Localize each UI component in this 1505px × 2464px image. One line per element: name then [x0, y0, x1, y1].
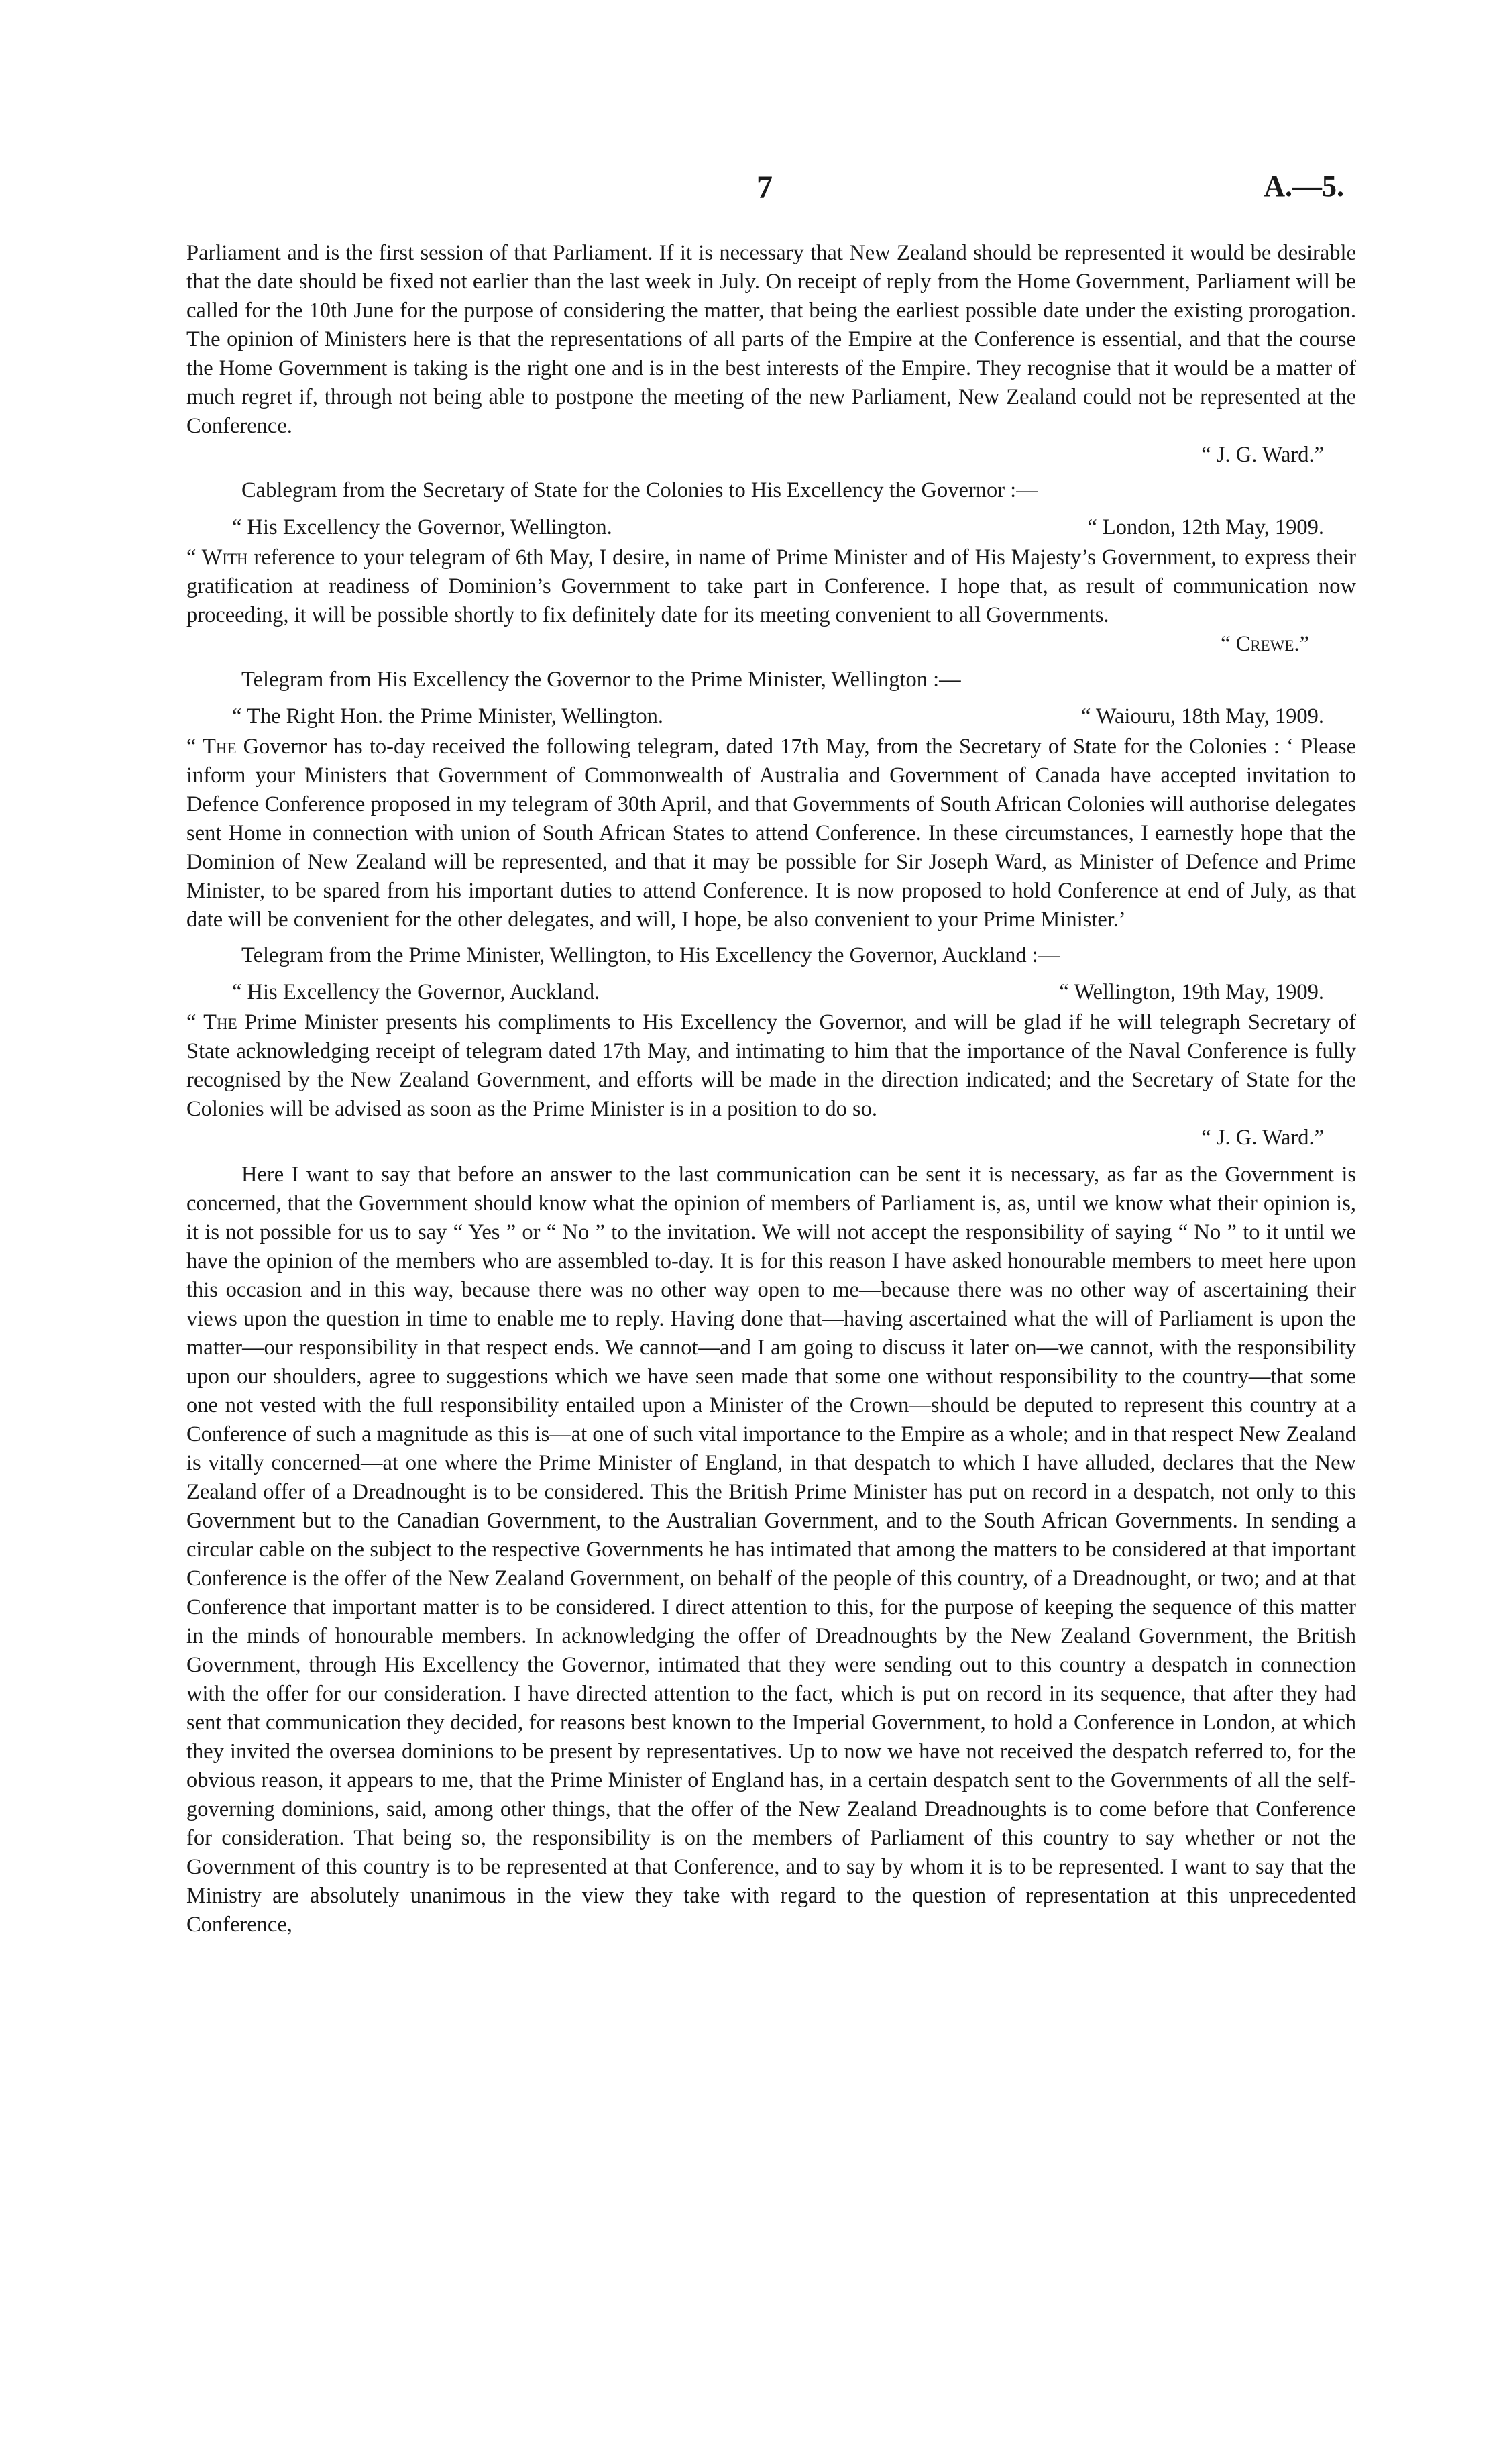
- heading-cablegram-secretary: Cablegram from the Secretary of State for the Colonies to His Excellency the Governor :—: [241, 478, 1038, 502]
- lead-word: “ The: [186, 1010, 237, 1034]
- signature-ward-1: “ J. G. Ward.”: [1201, 443, 1324, 467]
- heading-telegram-prime-minister: Telegram from the Prime Minister, Wellington, to His Excellency the Governor, Auckland :—: [241, 943, 1060, 967]
- lead-word: “ The: [186, 735, 237, 759]
- paragraph-text: Governor has to-day received the following telegram, dated 17th May, from the Secretary of State for the Colonies : ‘ Please inform your Ministers that Government of Commonwealth of Australia and Government of Canada have accepted invitation to Defence Conference proposed in my telegram of 30th April, and that Governments of South African Colonies will authorise delegates sent Home in connection with union of South African States to attend Conference. In these circumstances, I earnestly hope that the Dominion of New Zealand will be represented, and that it may be possible for Sir Joseph Ward, as Minister of Defence and Prime Minister, to be spared from his important duties to attend Conference. It is now proposed to hold Conference at end of July, as that date will be convenient for the other delegates, and will, I hope, be also convenient to your Prime Minister.’: [186, 735, 1357, 932]
- paragraph-2: [186, 543, 1356, 630]
- place-date: “ London, 12th May, 1909.: [1087, 515, 1324, 539]
- addressee: “ His Excellency the Governor, Wellington.: [232, 515, 612, 539]
- paragraph-3: [186, 733, 1356, 934]
- heading-telegram-governor: Telegram from His Excellency the Governor to the Prime Minister, Wellington :—: [241, 667, 961, 692]
- place-date: “ Waiouru, 18th May, 1909.: [1080, 704, 1324, 729]
- paragraph-5: Here I want to say that before an answer to the last communication can be sent it is necessary, as far as the Government is concerned, that the Government should know what the opinion of members of Parliament is, as, until we know what their opinion is, it is not possible for us to say “ Yes ” or “ No ” to the invitation. We will not accept the responsibility of saying “ No ” to it until we have the opinion of the members who are assembled to-day. It is for this reason I have asked honourable members to meet here upon this occasion and in this way, because there was no other way open to me—because there was no other way of ascertaining their views upon the question in time to enable me to reply. Having done that—having ascertained what the will of Parliament is upon the matter—our responsibility in that respect ends. We cannot—and I am going to discuss it later on—we cannot, with the responsibility upon our shoulders, agree to suggestions which we have seen made that some one without responsibility to the country—that some one not vested with the full responsibility entailed upon a Minister of the Crown—should be deputed to represent this country at a Conference of such a magnitude as this is—at one of such vital importance to the Empire as a whole; and in that respect New Zealand is vitally concerned—at one where the Prime Minister of England, in that despatch to which I have alluded, declares that the New Zealand offer of a Dreadnought is to be considered. This the British Prime Minister has put on record in a despatch, not only to this Government but to the Canadian Government, to the Australian Government, and to the South African Governments. In sending a circular cable on the subject to the respective Governments he has intimated that among the matters to be considered at that important Conference is the offer of the New Zealand Government, on behalf of the people of this country, of a Dreadnought, or two; and at that Conference that important matter is to be considered. I direct attention to this, for the purpose of keeping the sequence of this matter in the minds of honourable members. In acknowledging the offer of Dreadnoughts by the New Zealand Government, the British Government, through His Excellency the Governor, intimated that they were sending out to this country a despatch in connection with the offer for our consideration. I have directed attention to the fact, which is put on record in its sequence, that after they had sent that communication they decided, for reasons best known to the Imperial Government, to hold a Conference in London, at which they invited the oversea dominions to be present by representatives. Up to now we have not received the despatch referred to, for the obvious reason, it appears to me, that the Prime Minister of England has, in a certain despatch sent to the Governments of all the self-governing dominions, said, among other things, that the offer of the New Zealand Dreadnoughts is to come before that Conference for consideration. That being so, the responsibility is on the members of Parliament of this country to say whether or not the Government of this country is to be represented at that Conference, and to say by whom it is to be represented. I want to say that the Ministry are absolutely unanimous in the view they take with regard to the question of representation at this unprecedented Conference,: [186, 1163, 1356, 1937]
- signature-ward-2: “ J. G. Ward.”: [1201, 1126, 1324, 1150]
- place-date: “ Wellington, 19th May, 1909.: [1059, 980, 1324, 1004]
- addressee: “ His Excellency the Governor, Auckland.: [232, 980, 600, 1004]
- signature-crewe: “ Crewe.”: [1221, 632, 1309, 656]
- address-line-4: [186, 978, 1356, 1007]
- lead-word: “ With: [186, 545, 248, 570]
- paragraph-text: Prime Minister presents his compliments to His Excellency the Governor, and will be glad if he will telegraph Secretary of State acknowledging receipt of telegram dated 17th May, and intimating to him that the importance of the Naval Conference is fully recognised by the New Zealand Government, and efforts will be made in the direction indicated; and the Secretary of State for the Colonies will be advised as soon as the Prime Minister is in a position to do so.: [186, 1010, 1356, 1121]
- page-number: 7: [757, 170, 773, 205]
- paragraph-text: reference to your telegram of 6th May, I desire, in name of Prime Minister and of His Majesty’s Government, to express their gratification at readiness of Dominion’s Government to take part in Conference. I hope that, as result of communication now proceeding, it will be possible shortly to fix definitely date for its meeting convenient to all Governments.: [186, 545, 1356, 627]
- addressee: “ The Right Hon. the Prime Minister, Wellington.: [232, 704, 664, 729]
- address-line-2: [186, 513, 1356, 542]
- paragraph-1: Parliament and is the first session of that Parliament. If it is necessary that New Zealand should be represented it would be desirable that the date should be fixed not earlier than the last week in July. On receipt of reply from the Home Government, Parliament will be called for the 10th June for the purpose of considering the matter, that being the earliest possible date under the existing prorogation. The opinion of Ministers here is that the representations of all parts of the Empire at the Conference is essential, and that the course the Home Government is taking is the right one and is in the best interests of the Empire. They recognise that it would be a matter of much regret if, through not being able to postpone the meeting of the new Parliament, New Zealand could not be represented at the Conference.: [186, 241, 1356, 438]
- address-line-3: [186, 702, 1356, 731]
- document-body: [186, 239, 1356, 1939]
- paragraph-4: [186, 1008, 1356, 1124]
- document-reference: A.—5.: [1264, 170, 1344, 203]
